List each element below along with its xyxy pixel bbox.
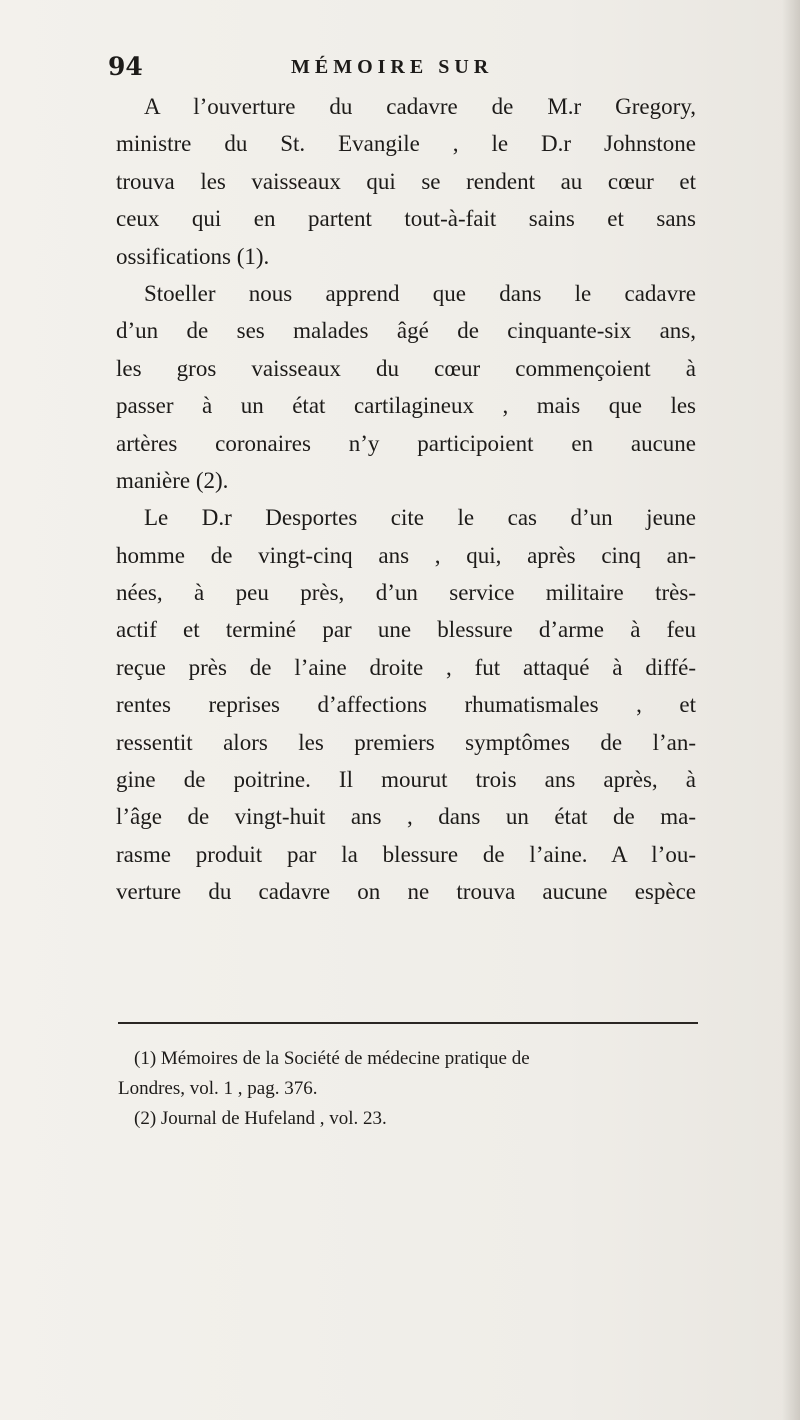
text-line: rentes reprises d’affections rhumatismales , et <box>116 692 696 718</box>
page-number: 94 <box>108 52 143 81</box>
page-edge-shadow <box>782 0 800 1420</box>
text-line: passer à un état cartilagineux , mais que les <box>116 393 696 419</box>
text-line: ressentit alors les premiers symptômes de l’an- <box>116 729 696 755</box>
text-line: verture du cadavre on ne trouva aucune espèce <box>116 879 696 905</box>
text-line: trouva les vaisseaux qui se rendent au cœur et <box>116 168 696 194</box>
text-line: Le D.r Desportes cite le cas d’un jeune <box>144 505 696 531</box>
footnote-line: Londres, vol. 1 , pag. 376. <box>118 1078 318 1099</box>
text-line: actif et terminé par une blessure d’arme à feu <box>116 617 696 643</box>
running-head: MÉMOIRE SUR <box>291 56 494 78</box>
text-line: reçue près de l’aine droite , fut attaqué à diffé- <box>116 654 696 680</box>
body-text <box>116 88 696 911</box>
text-line: l’âge de vingt-huit ans , dans un état de ma- <box>116 804 696 830</box>
text-line: ossifications (1). <box>116 243 270 269</box>
text-line: artères coronaires n’y participoient en aucune <box>116 430 696 456</box>
text-line: gine de poitrine. Il mourut trois ans après, à <box>116 767 696 793</box>
text-line: ministre du St. Evangile , le D.r Johnstone <box>116 131 696 157</box>
text-line: Stoeller nous apprend que dans le cadavre <box>144 280 696 306</box>
footnote-divider <box>118 1022 698 1024</box>
footnote-line: (1) Mémoires de la Société de médecine pratique de <box>134 1048 530 1069</box>
text-line: les gros vaisseaux du cœur commençoient à <box>116 355 696 381</box>
text-line: ceux qui en partent tout-à-fait sains et sans <box>116 206 696 232</box>
footnotes <box>118 1044 694 1134</box>
text-line: rasme produit par la blessure de l’aine. A l’ou- <box>116 841 696 867</box>
text-line: d’un de ses malades âgé de cinquante-six ans, <box>116 318 696 344</box>
text-line: A l’ouverture du cadavre de M.r Gregory, <box>144 94 696 119</box>
text-line: manière (2). <box>116 467 229 493</box>
footnote-line: (2) Journal de Hufeland , vol. 23. <box>134 1108 387 1129</box>
text-line: homme de vingt-cinq ans , qui, après cinq an- <box>116 542 696 568</box>
page-header <box>108 52 708 92</box>
text-line: nées, à peu près, d’un service militaire très- <box>116 580 696 606</box>
